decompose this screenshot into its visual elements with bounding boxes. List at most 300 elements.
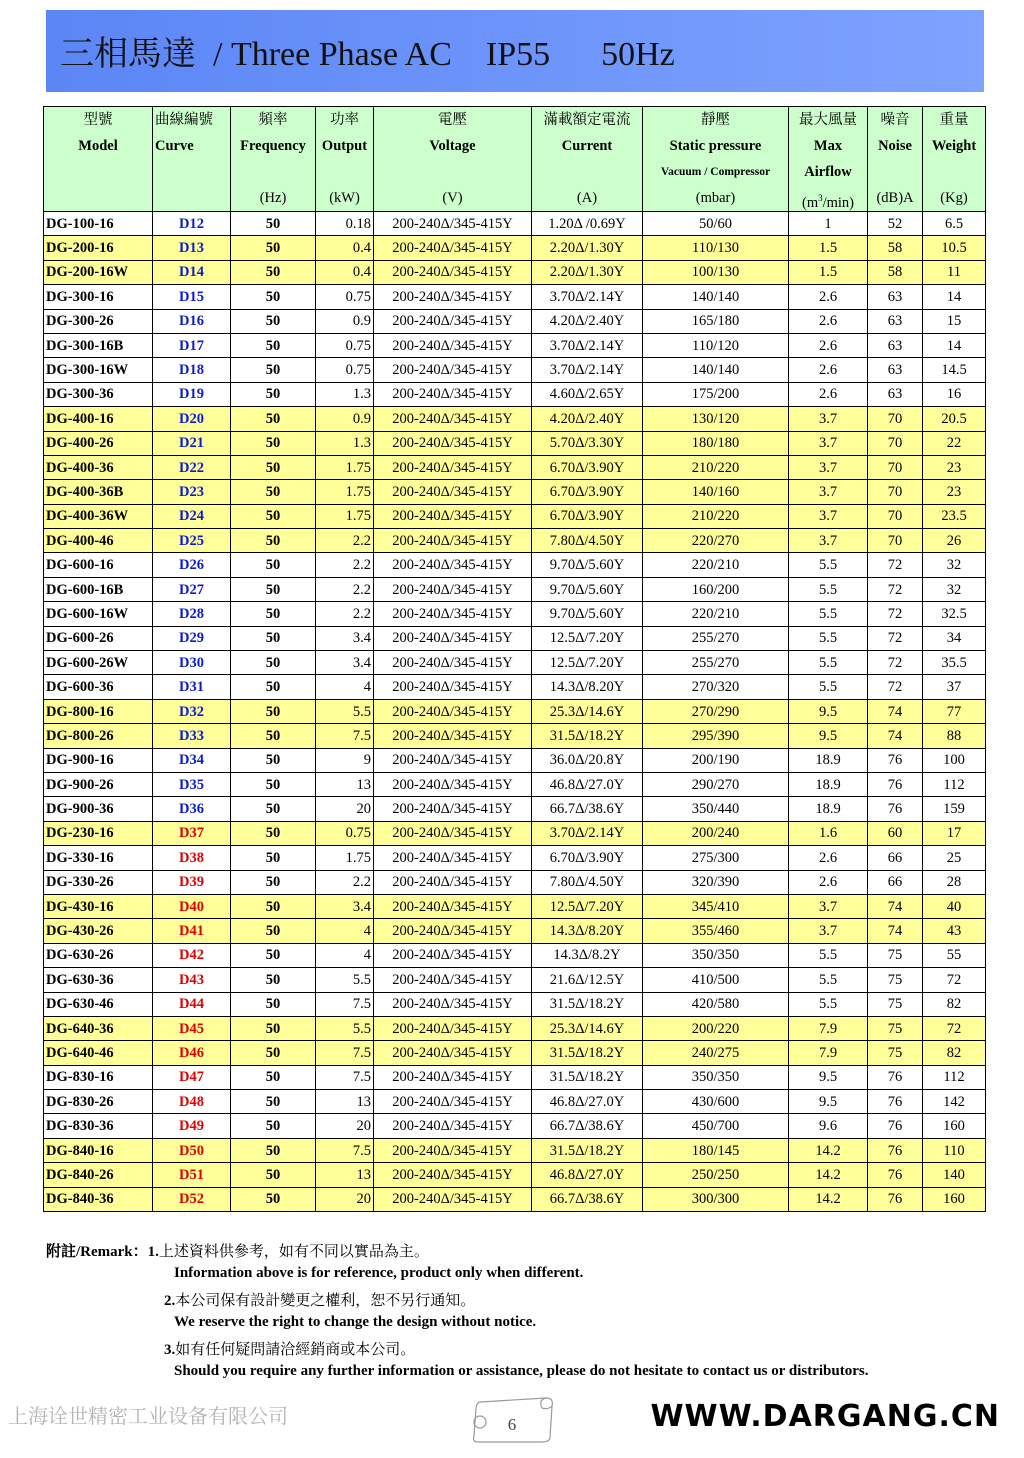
cell-model: DG-600-16	[44, 553, 153, 577]
cell-output: 5.5	[316, 699, 374, 723]
cell-curve: D15	[153, 285, 231, 309]
remark-1-en: Information above is for reference, product only when different.	[174, 1265, 584, 1281]
cell-airflow: 5.5	[789, 968, 868, 992]
cell-weight: 25	[923, 846, 986, 870]
remark-2-en: We reserve the right to change the design without notice.	[174, 1314, 537, 1330]
cell-current: 14.3Δ/8.20Y	[532, 919, 643, 943]
cell-curve: D44	[153, 992, 231, 1016]
cell-voltage: 200-240Δ/345-415Y	[374, 846, 532, 870]
cell-voltage: 200-240Δ/345-415Y	[374, 212, 532, 236]
cell-frequency: 50	[231, 431, 316, 455]
cell-noise: 76	[868, 1065, 923, 1089]
cell-curve: D33	[153, 724, 231, 748]
table-row	[44, 992, 986, 1016]
cell-airflow: 3.7	[789, 455, 868, 479]
cell-weight: 77	[923, 699, 986, 723]
cell-current: 14.3Δ/8.20Y	[532, 675, 643, 699]
cell-weight: 140	[923, 1163, 986, 1187]
cell-pressure: 100/130	[643, 260, 789, 284]
cell-voltage: 200-240Δ/345-415Y	[374, 480, 532, 504]
cell-voltage: 200-240Δ/345-415Y	[374, 772, 532, 796]
table-row	[44, 455, 986, 479]
cell-model: DG-400-36	[44, 455, 153, 479]
cell-voltage: 200-240Δ/345-415Y	[374, 724, 532, 748]
cell-curve: D14	[153, 260, 231, 284]
cell-noise: 74	[868, 724, 923, 748]
cell-voltage: 200-240Δ/345-415Y	[374, 1187, 532, 1211]
cell-current: 66.7Δ/38.6Y	[532, 1114, 643, 1138]
col-header-weight: 重量 Weight (Kg)	[923, 107, 986, 212]
cell-voltage: 200-240Δ/345-415Y	[374, 1090, 532, 1114]
remark-label: 附註/Remark：	[46, 1244, 148, 1260]
cell-pressure: 50/60	[643, 212, 789, 236]
cell-weight: 72	[923, 968, 986, 992]
table-row	[44, 797, 986, 821]
cell-voltage: 200-240Δ/345-415Y	[374, 455, 532, 479]
cell-weight: 32	[923, 553, 986, 577]
cell-weight: 14.5	[923, 358, 986, 382]
cell-curve: D42	[153, 943, 231, 967]
cell-output: 2.2	[316, 870, 374, 894]
cell-current: 66.7Δ/38.6Y	[532, 797, 643, 821]
cell-pressure: 160/200	[643, 577, 789, 601]
cell-curve: D20	[153, 407, 231, 431]
cell-frequency: 50	[231, 407, 316, 431]
cell-weight: 112	[923, 1065, 986, 1089]
cell-frequency: 50	[231, 309, 316, 333]
cell-noise: 66	[868, 846, 923, 870]
cell-voltage: 200-240Δ/345-415Y	[374, 992, 532, 1016]
cell-output: 3.4	[316, 651, 374, 675]
cell-weight: 28	[923, 870, 986, 894]
cell-frequency: 50	[231, 894, 316, 918]
page-number: 6	[507, 1415, 517, 1434]
cell-current: 46.8Δ/27.0Y	[532, 1090, 643, 1114]
cell-pressure: 140/160	[643, 480, 789, 504]
cell-output: 2.2	[316, 553, 374, 577]
cell-airflow: 5.5	[789, 675, 868, 699]
cell-curve: D31	[153, 675, 231, 699]
cell-model: DG-900-26	[44, 772, 153, 796]
cell-current: 1.20Δ /0.69Y	[532, 212, 643, 236]
spec-table	[43, 106, 986, 1212]
cell-current: 6.70Δ/3.90Y	[532, 504, 643, 528]
cell-current: 4.60Δ/2.65Y	[532, 382, 643, 406]
table-row	[44, 431, 986, 455]
cell-weight: 23.5	[923, 504, 986, 528]
cell-model: DG-640-46	[44, 1041, 153, 1065]
cell-current: 3.70Δ/2.14Y	[532, 358, 643, 382]
cell-curve: D43	[153, 968, 231, 992]
cell-frequency: 50	[231, 1016, 316, 1040]
table-row	[44, 1163, 986, 1187]
table-row	[44, 968, 986, 992]
cell-pressure: 200/190	[643, 748, 789, 772]
cell-model: DG-300-16W	[44, 358, 153, 382]
cell-frequency: 50	[231, 529, 316, 553]
cell-pressure: 180/145	[643, 1138, 789, 1162]
cell-model: DG-400-36B	[44, 480, 153, 504]
cell-frequency: 50	[231, 626, 316, 650]
cell-output: 7.5	[316, 724, 374, 748]
cell-noise: 70	[868, 504, 923, 528]
cell-noise: 74	[868, 919, 923, 943]
cell-curve: D36	[153, 797, 231, 821]
cell-output: 7.5	[316, 1138, 374, 1162]
cell-noise: 72	[868, 651, 923, 675]
cell-weight: 40	[923, 894, 986, 918]
cell-airflow: 3.7	[789, 431, 868, 455]
cell-current: 25.3Δ/14.6Y	[532, 1016, 643, 1040]
cell-airflow: 1.5	[789, 260, 868, 284]
cell-airflow: 9.5	[789, 699, 868, 723]
cell-current: 46.8Δ/27.0Y	[532, 1163, 643, 1187]
cell-curve: D40	[153, 894, 231, 918]
cell-model: DG-430-26	[44, 919, 153, 943]
cell-voltage: 200-240Δ/345-415Y	[374, 260, 532, 284]
cell-curve: D26	[153, 553, 231, 577]
cell-voltage: 200-240Δ/345-415Y	[374, 309, 532, 333]
cell-output: 4	[316, 943, 374, 967]
cell-pressure: 290/270	[643, 772, 789, 796]
cell-pressure: 110/130	[643, 236, 789, 260]
cell-output: 1.3	[316, 431, 374, 455]
cell-model: DG-400-36W	[44, 504, 153, 528]
cell-pressure: 350/350	[643, 1065, 789, 1089]
cell-airflow: 3.7	[789, 894, 868, 918]
cell-curve: D45	[153, 1016, 231, 1040]
cell-airflow: 18.9	[789, 772, 868, 796]
cell-output: 9	[316, 748, 374, 772]
table-row	[44, 285, 986, 309]
cell-model: DG-600-16W	[44, 602, 153, 626]
cell-weight: 160	[923, 1114, 986, 1138]
cell-model: DG-800-26	[44, 724, 153, 748]
col-header-noise: 噪音 Noise (dB)A	[868, 107, 923, 212]
cell-airflow: 1.5	[789, 236, 868, 260]
cell-model: DG-400-16	[44, 407, 153, 431]
cell-model: DG-900-16	[44, 748, 153, 772]
table-row	[44, 382, 986, 406]
cell-model: DG-430-16	[44, 894, 153, 918]
cell-model: DG-840-36	[44, 1187, 153, 1211]
cell-frequency: 50	[231, 285, 316, 309]
cell-model: DG-600-36	[44, 675, 153, 699]
cell-airflow: 9.5	[789, 1090, 868, 1114]
cell-current: 36.0Δ/20.8Y	[532, 748, 643, 772]
cell-curve: D19	[153, 382, 231, 406]
cell-output: 2.2	[316, 577, 374, 601]
cell-frequency: 50	[231, 992, 316, 1016]
cell-output: 2.2	[316, 529, 374, 553]
cell-output: 4	[316, 675, 374, 699]
cell-noise: 58	[868, 236, 923, 260]
remark-2-zh: 本公司保有設計變更之權利，恕不另行通知。	[175, 1293, 476, 1309]
cell-output: 0.4	[316, 260, 374, 284]
cell-airflow: 14.2	[789, 1187, 868, 1211]
col-header-output: 功率 Output (kW)	[316, 107, 374, 212]
cell-noise: 76	[868, 1138, 923, 1162]
cell-voltage: 200-240Δ/345-415Y	[374, 407, 532, 431]
cell-model: DG-630-26	[44, 943, 153, 967]
cell-output: 20	[316, 1114, 374, 1138]
cell-pressure: 295/390	[643, 724, 789, 748]
cell-voltage: 200-240Δ/345-415Y	[374, 675, 532, 699]
cell-pressure: 210/220	[643, 504, 789, 528]
cell-model: DG-200-16	[44, 236, 153, 260]
cell-voltage: 200-240Δ/345-415Y	[374, 504, 532, 528]
cell-curve: D21	[153, 431, 231, 455]
cell-frequency: 50	[231, 1114, 316, 1138]
website-url: WWW.DARGANG.CN	[650, 1399, 1000, 1434]
cell-current: 9.70Δ/5.60Y	[532, 602, 643, 626]
table-row	[44, 748, 986, 772]
cell-voltage: 200-240Δ/345-415Y	[374, 358, 532, 382]
cell-frequency: 50	[231, 675, 316, 699]
cell-airflow: 2.6	[789, 846, 868, 870]
cell-airflow: 5.5	[789, 943, 868, 967]
cell-model: DG-600-16B	[44, 577, 153, 601]
cell-curve: D16	[153, 309, 231, 333]
cell-pressure: 220/210	[643, 553, 789, 577]
cell-weight: 159	[923, 797, 986, 821]
page-number-scroll	[466, 1392, 558, 1444]
title-banner	[46, 10, 984, 92]
col-header-static-pressure: 靜壓 Static pressure Vacuum / Compressor (mbar)	[643, 107, 789, 212]
cell-airflow: 3.7	[789, 407, 868, 431]
cell-current: 25.3Δ/14.6Y	[532, 699, 643, 723]
table-row	[44, 675, 986, 699]
cell-airflow: 2.6	[789, 870, 868, 894]
cell-voltage: 200-240Δ/345-415Y	[374, 1114, 532, 1138]
cell-frequency: 50	[231, 724, 316, 748]
cell-current: 46.8Δ/27.0Y	[532, 772, 643, 796]
cell-model: DG-600-26W	[44, 651, 153, 675]
cell-frequency: 50	[231, 1187, 316, 1211]
cell-weight: 32	[923, 577, 986, 601]
cell-airflow: 9.5	[789, 1065, 868, 1089]
cell-pressure: 240/275	[643, 1041, 789, 1065]
cell-airflow: 5.5	[789, 602, 868, 626]
cell-weight: 82	[923, 992, 986, 1016]
cell-pressure: 345/410	[643, 894, 789, 918]
cell-curve: D35	[153, 772, 231, 796]
cell-output: 1.3	[316, 382, 374, 406]
cell-curve: D51	[153, 1163, 231, 1187]
cell-current: 6.70Δ/3.90Y	[532, 846, 643, 870]
cell-current: 12.5Δ/7.20Y	[532, 894, 643, 918]
cell-frequency: 50	[231, 943, 316, 967]
cell-output: 13	[316, 772, 374, 796]
cell-pressure: 350/350	[643, 943, 789, 967]
cell-noise: 52	[868, 212, 923, 236]
cell-frequency: 50	[231, 651, 316, 675]
table-row	[44, 943, 986, 967]
cell-pressure: 130/120	[643, 407, 789, 431]
cell-curve: D17	[153, 333, 231, 357]
table-row	[44, 358, 986, 382]
cell-weight: 22	[923, 431, 986, 455]
cell-frequency: 50	[231, 1138, 316, 1162]
cell-curve: D13	[153, 236, 231, 260]
cell-frequency: 50	[231, 212, 316, 236]
cell-airflow: 2.6	[789, 285, 868, 309]
cell-airflow: 5.5	[789, 992, 868, 1016]
cell-model: DG-830-36	[44, 1114, 153, 1138]
cell-weight: 112	[923, 772, 986, 796]
cell-voltage: 200-240Δ/345-415Y	[374, 870, 532, 894]
page-title: 三相馬達 / Three Phase AC IP55 50Hz	[60, 36, 675, 73]
cell-current: 31.5Δ/18.2Y	[532, 724, 643, 748]
cell-airflow: 14.2	[789, 1138, 868, 1162]
col-header-curve: 曲線編號 Curve	[153, 107, 231, 212]
cell-frequency: 50	[231, 1090, 316, 1114]
cell-model: DG-630-36	[44, 968, 153, 992]
cell-weight: 110	[923, 1138, 986, 1162]
cell-output: 3.4	[316, 626, 374, 650]
remark-3-zh: 如有任何疑問請洽經銷商或本公司。	[175, 1342, 416, 1358]
cell-curve: D39	[153, 870, 231, 894]
cell-curve: D27	[153, 577, 231, 601]
table-header-row	[44, 107, 986, 212]
cell-voltage: 200-240Δ/345-415Y	[374, 1016, 532, 1040]
cell-voltage: 200-240Δ/345-415Y	[374, 626, 532, 650]
cell-noise: 74	[868, 894, 923, 918]
cell-model: DG-630-46	[44, 992, 153, 1016]
cell-noise: 74	[868, 699, 923, 723]
cell-frequency: 50	[231, 968, 316, 992]
cell-pressure: 140/140	[643, 285, 789, 309]
cell-output: 3.4	[316, 894, 374, 918]
cell-frequency: 50	[231, 846, 316, 870]
table-row	[44, 309, 986, 333]
cell-pressure: 200/240	[643, 821, 789, 845]
cell-curve: D30	[153, 651, 231, 675]
cell-model: DG-840-16	[44, 1138, 153, 1162]
cell-pressure: 175/200	[643, 382, 789, 406]
cell-noise: 76	[868, 797, 923, 821]
cell-frequency: 50	[231, 821, 316, 845]
cell-noise: 76	[868, 1090, 923, 1114]
cell-curve: D47	[153, 1065, 231, 1089]
cell-current: 3.70Δ/2.14Y	[532, 285, 643, 309]
cell-curve: D12	[153, 212, 231, 236]
cell-voltage: 200-240Δ/345-415Y	[374, 529, 532, 553]
cell-current: 66.7Δ/38.6Y	[532, 1187, 643, 1211]
cell-noise: 63	[868, 382, 923, 406]
cell-weight: 14	[923, 285, 986, 309]
cell-model: DG-600-26	[44, 626, 153, 650]
cell-voltage: 200-240Δ/345-415Y	[374, 577, 532, 601]
cell-pressure: 255/270	[643, 651, 789, 675]
cell-output: 1.75	[316, 455, 374, 479]
table-row	[44, 333, 986, 357]
cell-current: 31.5Δ/18.2Y	[532, 1138, 643, 1162]
table-row	[44, 1187, 986, 1211]
cell-airflow: 2.6	[789, 382, 868, 406]
cell-model: DG-330-16	[44, 846, 153, 870]
cell-frequency: 50	[231, 919, 316, 943]
cell-noise: 76	[868, 748, 923, 772]
cell-model: DG-840-26	[44, 1163, 153, 1187]
cell-curve: D22	[153, 455, 231, 479]
cell-frequency: 50	[231, 480, 316, 504]
cell-curve: D28	[153, 602, 231, 626]
cell-output: 0.75	[316, 333, 374, 357]
cell-output: 5.5	[316, 968, 374, 992]
cell-airflow: 18.9	[789, 797, 868, 821]
table-row	[44, 772, 986, 796]
cell-curve: D25	[153, 529, 231, 553]
cell-noise: 75	[868, 1041, 923, 1065]
cell-noise: 72	[868, 553, 923, 577]
table-row	[44, 529, 986, 553]
cell-frequency: 50	[231, 553, 316, 577]
table-row	[44, 407, 986, 431]
cell-weight: 43	[923, 919, 986, 943]
table-row	[44, 894, 986, 918]
cell-model: DG-900-36	[44, 797, 153, 821]
cell-weight: 160	[923, 1187, 986, 1211]
cell-airflow: 3.7	[789, 529, 868, 553]
cell-model: DG-200-16W	[44, 260, 153, 284]
cell-current: 9.70Δ/5.60Y	[532, 553, 643, 577]
col-header-frequency: 頻率 Frequency (Hz)	[231, 107, 316, 212]
cell-noise: 75	[868, 968, 923, 992]
cell-curve: D34	[153, 748, 231, 772]
cell-noise: 70	[868, 455, 923, 479]
company-name: 上海诠世精密工业设备有限公司	[8, 1404, 288, 1428]
cell-current: 31.5Δ/18.2Y	[532, 1065, 643, 1089]
cell-airflow: 2.6	[789, 309, 868, 333]
cell-current: 7.80Δ/4.50Y	[532, 529, 643, 553]
cell-frequency: 50	[231, 504, 316, 528]
cell-airflow: 5.5	[789, 577, 868, 601]
cell-noise: 70	[868, 529, 923, 553]
cell-airflow: 3.7	[789, 504, 868, 528]
cell-frequency: 50	[231, 358, 316, 382]
cell-voltage: 200-240Δ/345-415Y	[374, 1041, 532, 1065]
cell-current: 2.20Δ/1.30Y	[532, 260, 643, 284]
cell-weight: 55	[923, 943, 986, 967]
table-row	[44, 1041, 986, 1065]
cell-weight: 34	[923, 626, 986, 650]
table-row	[44, 651, 986, 675]
cell-noise: 70	[868, 480, 923, 504]
cell-current: 12.5Δ/7.20Y	[532, 651, 643, 675]
cell-output: 2.2	[316, 602, 374, 626]
cell-frequency: 50	[231, 1065, 316, 1089]
cell-noise: 72	[868, 602, 923, 626]
table-row	[44, 480, 986, 504]
cell-voltage: 200-240Δ/345-415Y	[374, 285, 532, 309]
cell-airflow: 3.7	[789, 919, 868, 943]
cell-noise: 76	[868, 1114, 923, 1138]
cell-curve: D41	[153, 919, 231, 943]
cell-noise: 72	[868, 675, 923, 699]
cell-airflow: 9.6	[789, 1114, 868, 1138]
cell-noise: 76	[868, 1187, 923, 1211]
cell-frequency: 50	[231, 772, 316, 796]
cell-voltage: 200-240Δ/345-415Y	[374, 919, 532, 943]
cell-output: 0.4	[316, 236, 374, 260]
table-row	[44, 504, 986, 528]
cell-model: DG-300-36	[44, 382, 153, 406]
cell-pressure: 140/140	[643, 358, 789, 382]
cell-curve: D49	[153, 1114, 231, 1138]
cell-output: 7.5	[316, 1041, 374, 1065]
cell-output: 0.9	[316, 407, 374, 431]
